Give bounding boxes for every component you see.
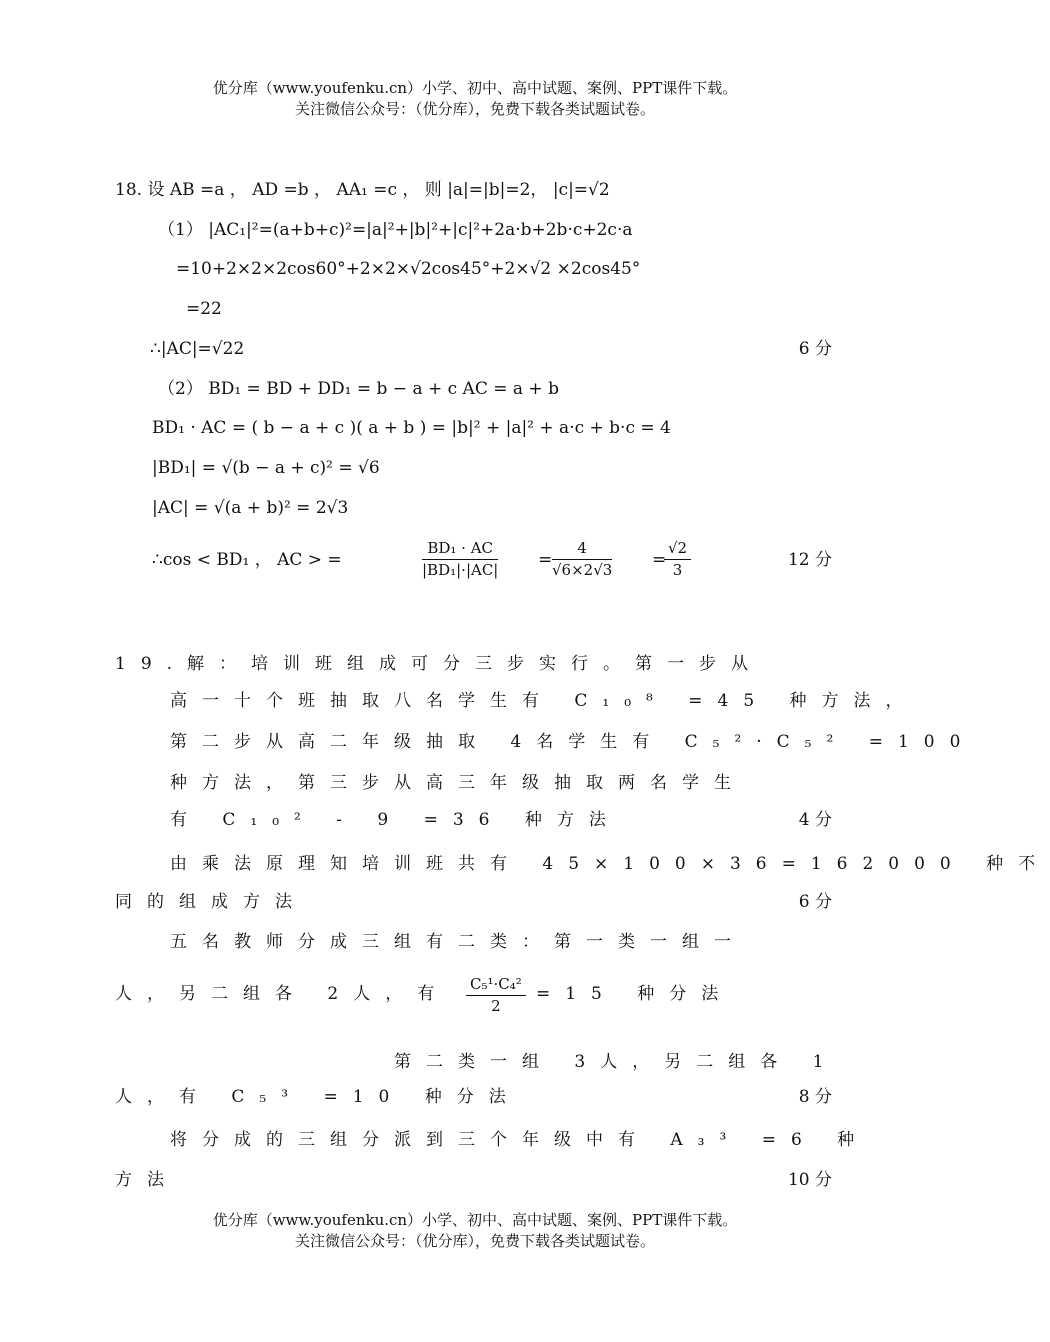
q19-score-10: 10 分 <box>787 1170 832 1190</box>
q19-score-6: 6 分 <box>798 892 832 912</box>
q19-line-8: 五名教师分成三组有二类：第一类一组一 <box>170 932 746 952</box>
q19-fraction-numerator: C₅¹·C₄² <box>466 974 526 996</box>
footer-line-2: 关注微信公众号：（优分库），免费下载各类试题试卷。 <box>294 1232 655 1250</box>
fraction-3-numerator: √2 <box>664 538 691 560</box>
q19-line-11: 人，有 C₅³ =10 种分法 <box>115 1087 521 1107</box>
q18-line-3: =10+2×2×2cos60°+2×2×√2cos45°+2×√2 ×2cos45° <box>176 259 641 279</box>
q19-line-13: 方法 <box>115 1170 179 1190</box>
q19-score-4: 4 分 <box>798 810 832 830</box>
q18-score-12: 12 分 <box>787 550 832 570</box>
q19-fraction-denominator: 2 <box>491 997 501 1015</box>
q19-line-9b: =15 种分法 <box>536 984 734 1004</box>
q18-line-10-cos: ∴cos < BD₁ ， AC > = <box>152 550 342 570</box>
q19-line-2: 高一十个班抽取八名学生有 C₁₀⁸ =45 种方法， <box>170 691 918 711</box>
q18-line-6: （2） BD₁ = BD + DD₁ = b − a + c AC = a + b <box>158 379 559 399</box>
q18-score-6: 6 分 <box>798 339 832 359</box>
q19-line-10: 第二类一组 3人，另二组各 1 <box>394 1052 839 1072</box>
q18-line-2: （1） |AC₁|²=(a+b+c)²=|a|²+|b|²+|c|²+2a·b+2b·c+2c·a <box>158 220 633 240</box>
header-line-1: 优分库（www.youfenku.cn）小学、初中、高中试题、案例、PPT课件下载。 <box>212 79 738 97</box>
q18-line-4: =22 <box>186 299 222 319</box>
q19-fraction <box>466 974 526 1016</box>
q18-line-8: |BD₁| = √(b − a + c)² = √6 <box>152 458 380 478</box>
equals-sign-3: = <box>652 550 667 570</box>
fraction-2-numerator: 4 <box>552 538 612 560</box>
q19-line-4: 种方法，第三步从高三年级抽取两名学生 <box>170 773 746 793</box>
q19-line-3: 第二步从高二年级抽取 4名学生有 C₅²·C₅² =100 <box>170 732 976 752</box>
q18-line-1: 18. 设 AB =a ， AD =b ， AA₁ =c ， 则 |a|=|b|=2， |c|=√2 <box>115 180 610 200</box>
q18-line-7: BD₁ · AC = ( b − a + c )( a + b ) = |b|² + |a|² + a·c + b·c = 4 <box>152 418 671 438</box>
footer-line-1: 优分库（www.youfenku.cn）小学、初中、高中试题、案例、PPT课件下载。 <box>212 1211 738 1229</box>
q18-fraction-2 <box>552 538 612 580</box>
q19-line-7: 同的组成方法 <box>115 892 307 912</box>
equals-sign-2: = <box>538 550 553 570</box>
q18-fraction-1 <box>422 538 498 580</box>
fraction-2-denominator: √6×2√3 <box>552 561 613 579</box>
q19-line-6: 由乘法原理知培训班共有 45×100×36=162000 种不 <box>170 854 1050 874</box>
fraction-1-denominator: |BD₁|·|AC| <box>422 561 499 579</box>
q18-fraction-3 <box>664 538 691 580</box>
q19-line-9a: 人，另二组各 2人，有 <box>115 984 450 1004</box>
fraction-3-denominator: 3 <box>672 561 683 579</box>
header-line-2: 关注微信公众号：（优分库），免费下载各类试题试卷。 <box>294 100 655 118</box>
q19-line-1: 19.解：培训班组成可分三步实行。第一步从 <box>115 654 764 674</box>
q19-line-12: 将分成的三组分派到三个年级中有 A₃³ =6 种 <box>170 1130 870 1150</box>
q18-line-5: ∴|AC|=√22 <box>150 339 245 359</box>
q19-line-5: 有 C₁₀² - 9 =36 种方法 <box>170 810 621 830</box>
fraction-1-numerator: BD₁ · AC <box>422 538 498 560</box>
q18-line-9: |AC| = √(a + b)² = 2√3 <box>152 498 349 518</box>
q19-score-8: 8 分 <box>798 1087 832 1107</box>
